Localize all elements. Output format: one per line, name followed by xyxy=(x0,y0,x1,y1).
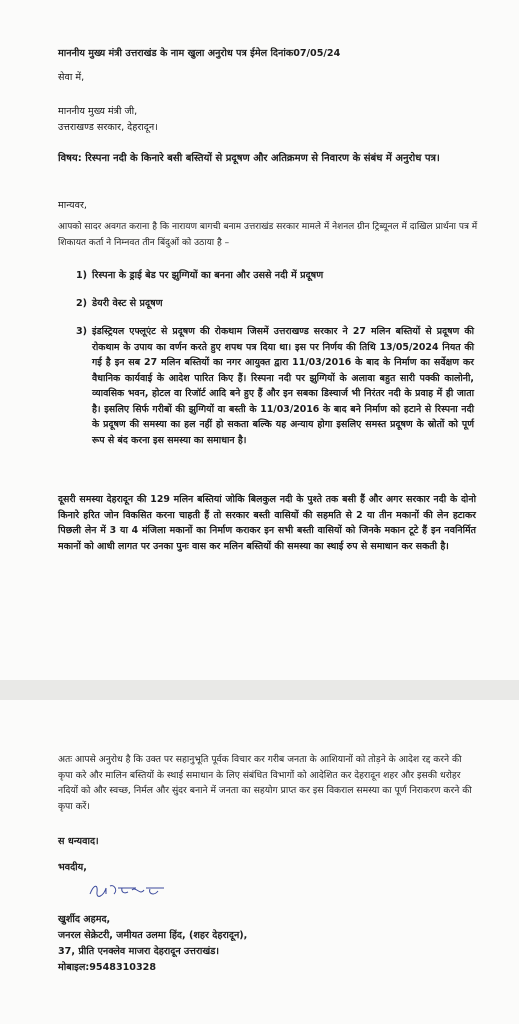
second-problem-paragraph: दूसरी समस्या देहरादून की 129 मलिन बस्तियां जोकि बिलकुल नदी के पुश्ते तक बसी हैं और अगर सरकार नदी के दोनो किनारे हरित जोन विकसित करना चाहती हैं तो सरकार बस्ती वासियों की सहमति से 2 या तीन मकानों की लेन हटाकर पिछली लेन में 3 या 4 मंजिला मकानों का निर्माण कराकर इन सभी बस्ती वासियों को जिनके मकान टूटे हैं इन नवनिर्मित मकानों को आधी लागत पर उनका पुनः वास कर मलिन बस्तियों की समस्या का स्थाई रुप से समाधान कर सकती है। xyxy=(58,494,476,552)
addressee-line-2: उत्तराखण्ड सरकार, देहरादून। xyxy=(58,122,158,133)
closing-line: भवदीय, xyxy=(58,862,87,873)
point-3-text: इंडस्ट्रियल एफ्लूएंट से प्रदूषण की रोकथाम जिसमें उत्तराखण्ड सरकार ने 27 मलिन बस्तियों से प्रदूषण की रोकथाम के उपाय का वर्णन करते हुए शपथ पत्र दिया था। इस पर निर्णय की तिथि 13/05/2024 नियत की गई है इन सब 27 मलिन बस्तियों का नगर आयुक्त द्वारा 11/03/2016 के बाद के निर्माण का सर्वेक्षण कर वैधानिक कार्यवाई के आदेश पारित किए हैं। रिस्पना नदी पर झुग्गियों के अलावा बहुत सारी पक्की कालोनी, व्यावसिक भवन, होटल वा रिजॉर्ट आदि बने हुए हैं और इन सबका डिस्चार्ज भी निरंतर नदी के प्रवाह में ही जाता है। इसलिए सिर्फ गरीबों की झुग्गियों वा बस्ती के 11/03/2016 के बाद बने निर्माण को हटाने से रिस्पना नदी के प्रदूषण की समस्या का हल नहीं हो सकता बल्कि यह अन्याय होगा इसलिए समस्त प्रदूषण के स्रोतों को पूर्ण रूप से बंद करना इस समस्या का समाधान है। xyxy=(92,326,474,446)
point-2-number: 2) xyxy=(76,298,88,309)
point-3-number: 3) xyxy=(76,326,88,337)
seva-mein: सेवा में, xyxy=(58,72,85,83)
sender-designation: जनरल सेक्रेटरी, जमीयत उलमा हिंद, (शहर देहरादून), xyxy=(58,930,248,941)
point-1-number: 1) xyxy=(76,270,88,281)
handwritten-signature xyxy=(88,880,168,900)
salutation: मान्यवर, xyxy=(58,200,87,211)
intro-paragraph: आपको सादर अवगत कराना है कि नारायण बागची बनाम उत्तराखंड सरकार मामले में नेशनल ग्रीन ट्रिब्यूनल में दाखिल प्रार्थना पत्र में शिकायत कर्ता ने निम्नवत तीन बिंदुओं को उठाया है – xyxy=(58,222,478,248)
letter-subject: विषय: रिस्पना नदी के किनारे बसी बस्तियों से प्रदूषण और अतिक्रमण से निवारण के संबंध में अनुरोध पत्र। xyxy=(58,153,440,164)
sender-mobile: मोबाइल:9548310328 xyxy=(58,962,156,973)
point-2-text: डेयरी वेस्ट से प्रदूषण xyxy=(92,298,163,309)
page-gap xyxy=(0,680,519,700)
sender-address: 37, प्रीति एनक्लेव माजरा देहरादून उत्तराखंड। xyxy=(58,946,219,957)
letter-title: माननीय मुख्य मंत्री उत्तराखंड के नाम खुला अनुरोध पत्र ईमेल दिनांक07/05/24 xyxy=(58,48,341,59)
request-paragraph: अतः आपसे अनुरोध है कि उक्त पर सहानुभूति पूर्वक विचार कर गरीब जनता के आशियानों को तोड़ने के आदेश रद्द करने की कृपा करे और मालिन बस्तियों के स्थाई समाधान के लिए संबंधित विभागों को आदेशित कर देहरादून शहर और इसकी धरोहर नदियों को और स्वच्छ, निर्मल और सुंदर बनाने में जनता का सहयोग प्राप्त कर इस विकराल समस्या का पूर्ण निराकरण करने की कृपा करें। xyxy=(58,754,472,812)
addressee-line-1: माननीय मुख्य मंत्री जी, xyxy=(58,106,138,117)
sender-name: खुर्शीद अहमद, xyxy=(58,914,111,925)
point-1-text: रिस्पना के ड्राई बेड पर झुग्गियों का बनना और उससे नदी में प्रदूषण xyxy=(92,270,324,281)
thanks-line: स धन्यवाद। xyxy=(58,836,99,847)
